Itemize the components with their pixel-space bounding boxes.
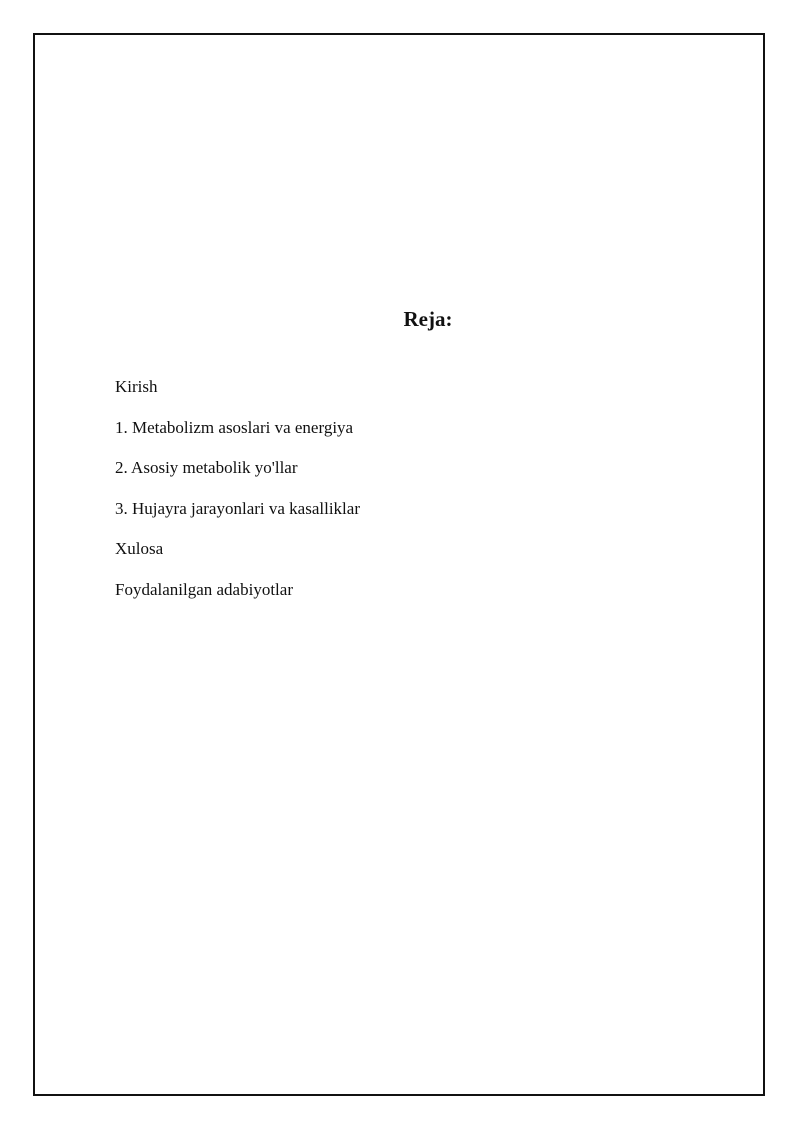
plan-item-chapter-2: 2. Asosiy metabolik yo'llar <box>115 458 298 477</box>
plan-title: Reja: <box>403 307 453 331</box>
plan-item-chapter-3: 3. Hujayra jarayonlari va kasalliklar <box>115 498 360 518</box>
plan-item-introduction: Kirish <box>115 377 158 396</box>
plan-item-chapter-1: 1. Metabolizm asoslari va energiya <box>115 417 354 437</box>
plan-item-conclusion: Xulosa <box>115 539 164 558</box>
plan-list <box>115 375 360 618</box>
plan-item-references: Foydalanilgan adabiyotlar <box>115 579 293 599</box>
page-border <box>33 33 765 1096</box>
